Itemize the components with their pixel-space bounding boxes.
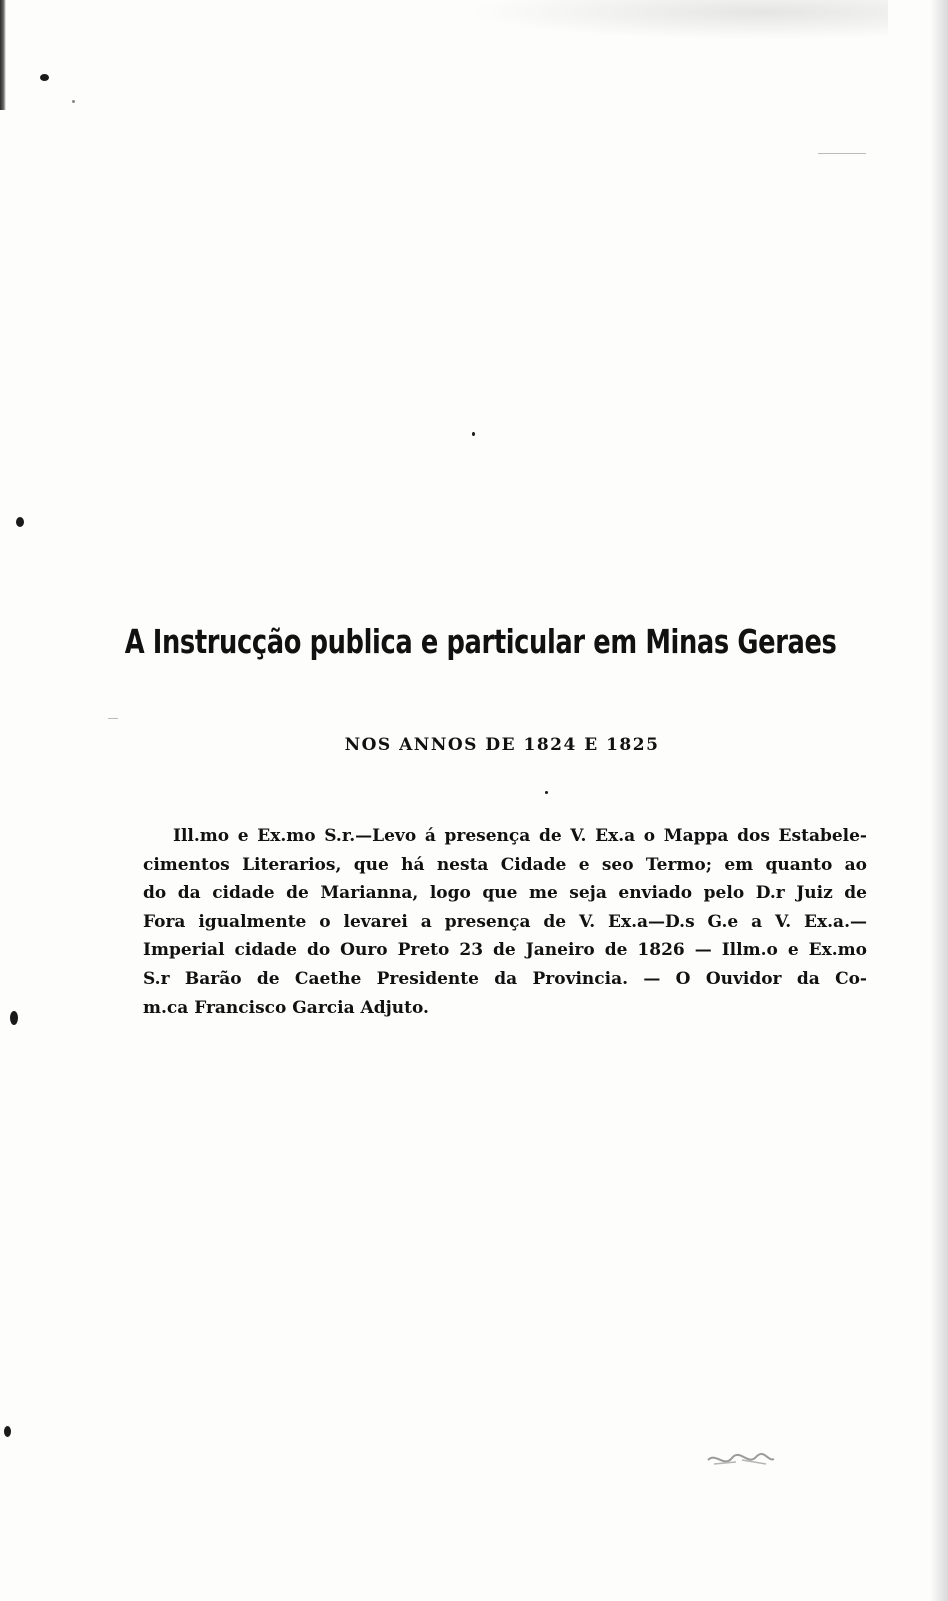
ink-speck xyxy=(16,517,24,527)
body-line: m.ca Francisco Garcia Adjuto. xyxy=(143,997,429,1018)
body-line: do da cidade de Marianna, logo que me seja enviado pelo D.r Juiz de xyxy=(143,883,867,904)
body-paragraph xyxy=(143,822,867,1022)
bleed-through-smudge xyxy=(468,0,888,40)
body-line: Imperial cidade do Ouro Preto 23 de Janeiro de 1826 — Illm.o e Ex.mo xyxy=(143,940,867,961)
body-line: S.r Barão de Caethe Presidente da Provincia. — O Ouvidor da Co- xyxy=(143,968,867,989)
faint-mark xyxy=(108,718,118,719)
body-line: cimentos Literarios, que há nesta Cidade e seo Termo; em quanto ao xyxy=(143,854,867,875)
body-line: Ill.mo e Ex.mo S.r.—Levo á presença de V. Ex.a o Mappa dos Estabele- xyxy=(173,826,867,846)
ink-speck xyxy=(4,1426,11,1437)
ink-speck xyxy=(40,74,49,81)
page-title: A Instrucção publica e particular em Minas Geraes xyxy=(124,622,837,661)
faint-mark xyxy=(818,153,866,154)
binding-edge-shadow xyxy=(0,0,6,110)
ink-speck xyxy=(472,432,475,436)
ink-speck xyxy=(545,791,548,794)
body-line: Fora igualmente o levarei a presença de V. Ex.a—D.s G.e a V. Ex.a.— xyxy=(143,911,867,932)
page-edge-shadow xyxy=(930,0,948,1601)
pencil-mark xyxy=(706,1448,776,1472)
ink-speck xyxy=(72,100,75,103)
ink-speck xyxy=(10,1011,18,1025)
page-subtitle: NOS ANNOS DE 1824 E 1825 xyxy=(344,735,660,755)
